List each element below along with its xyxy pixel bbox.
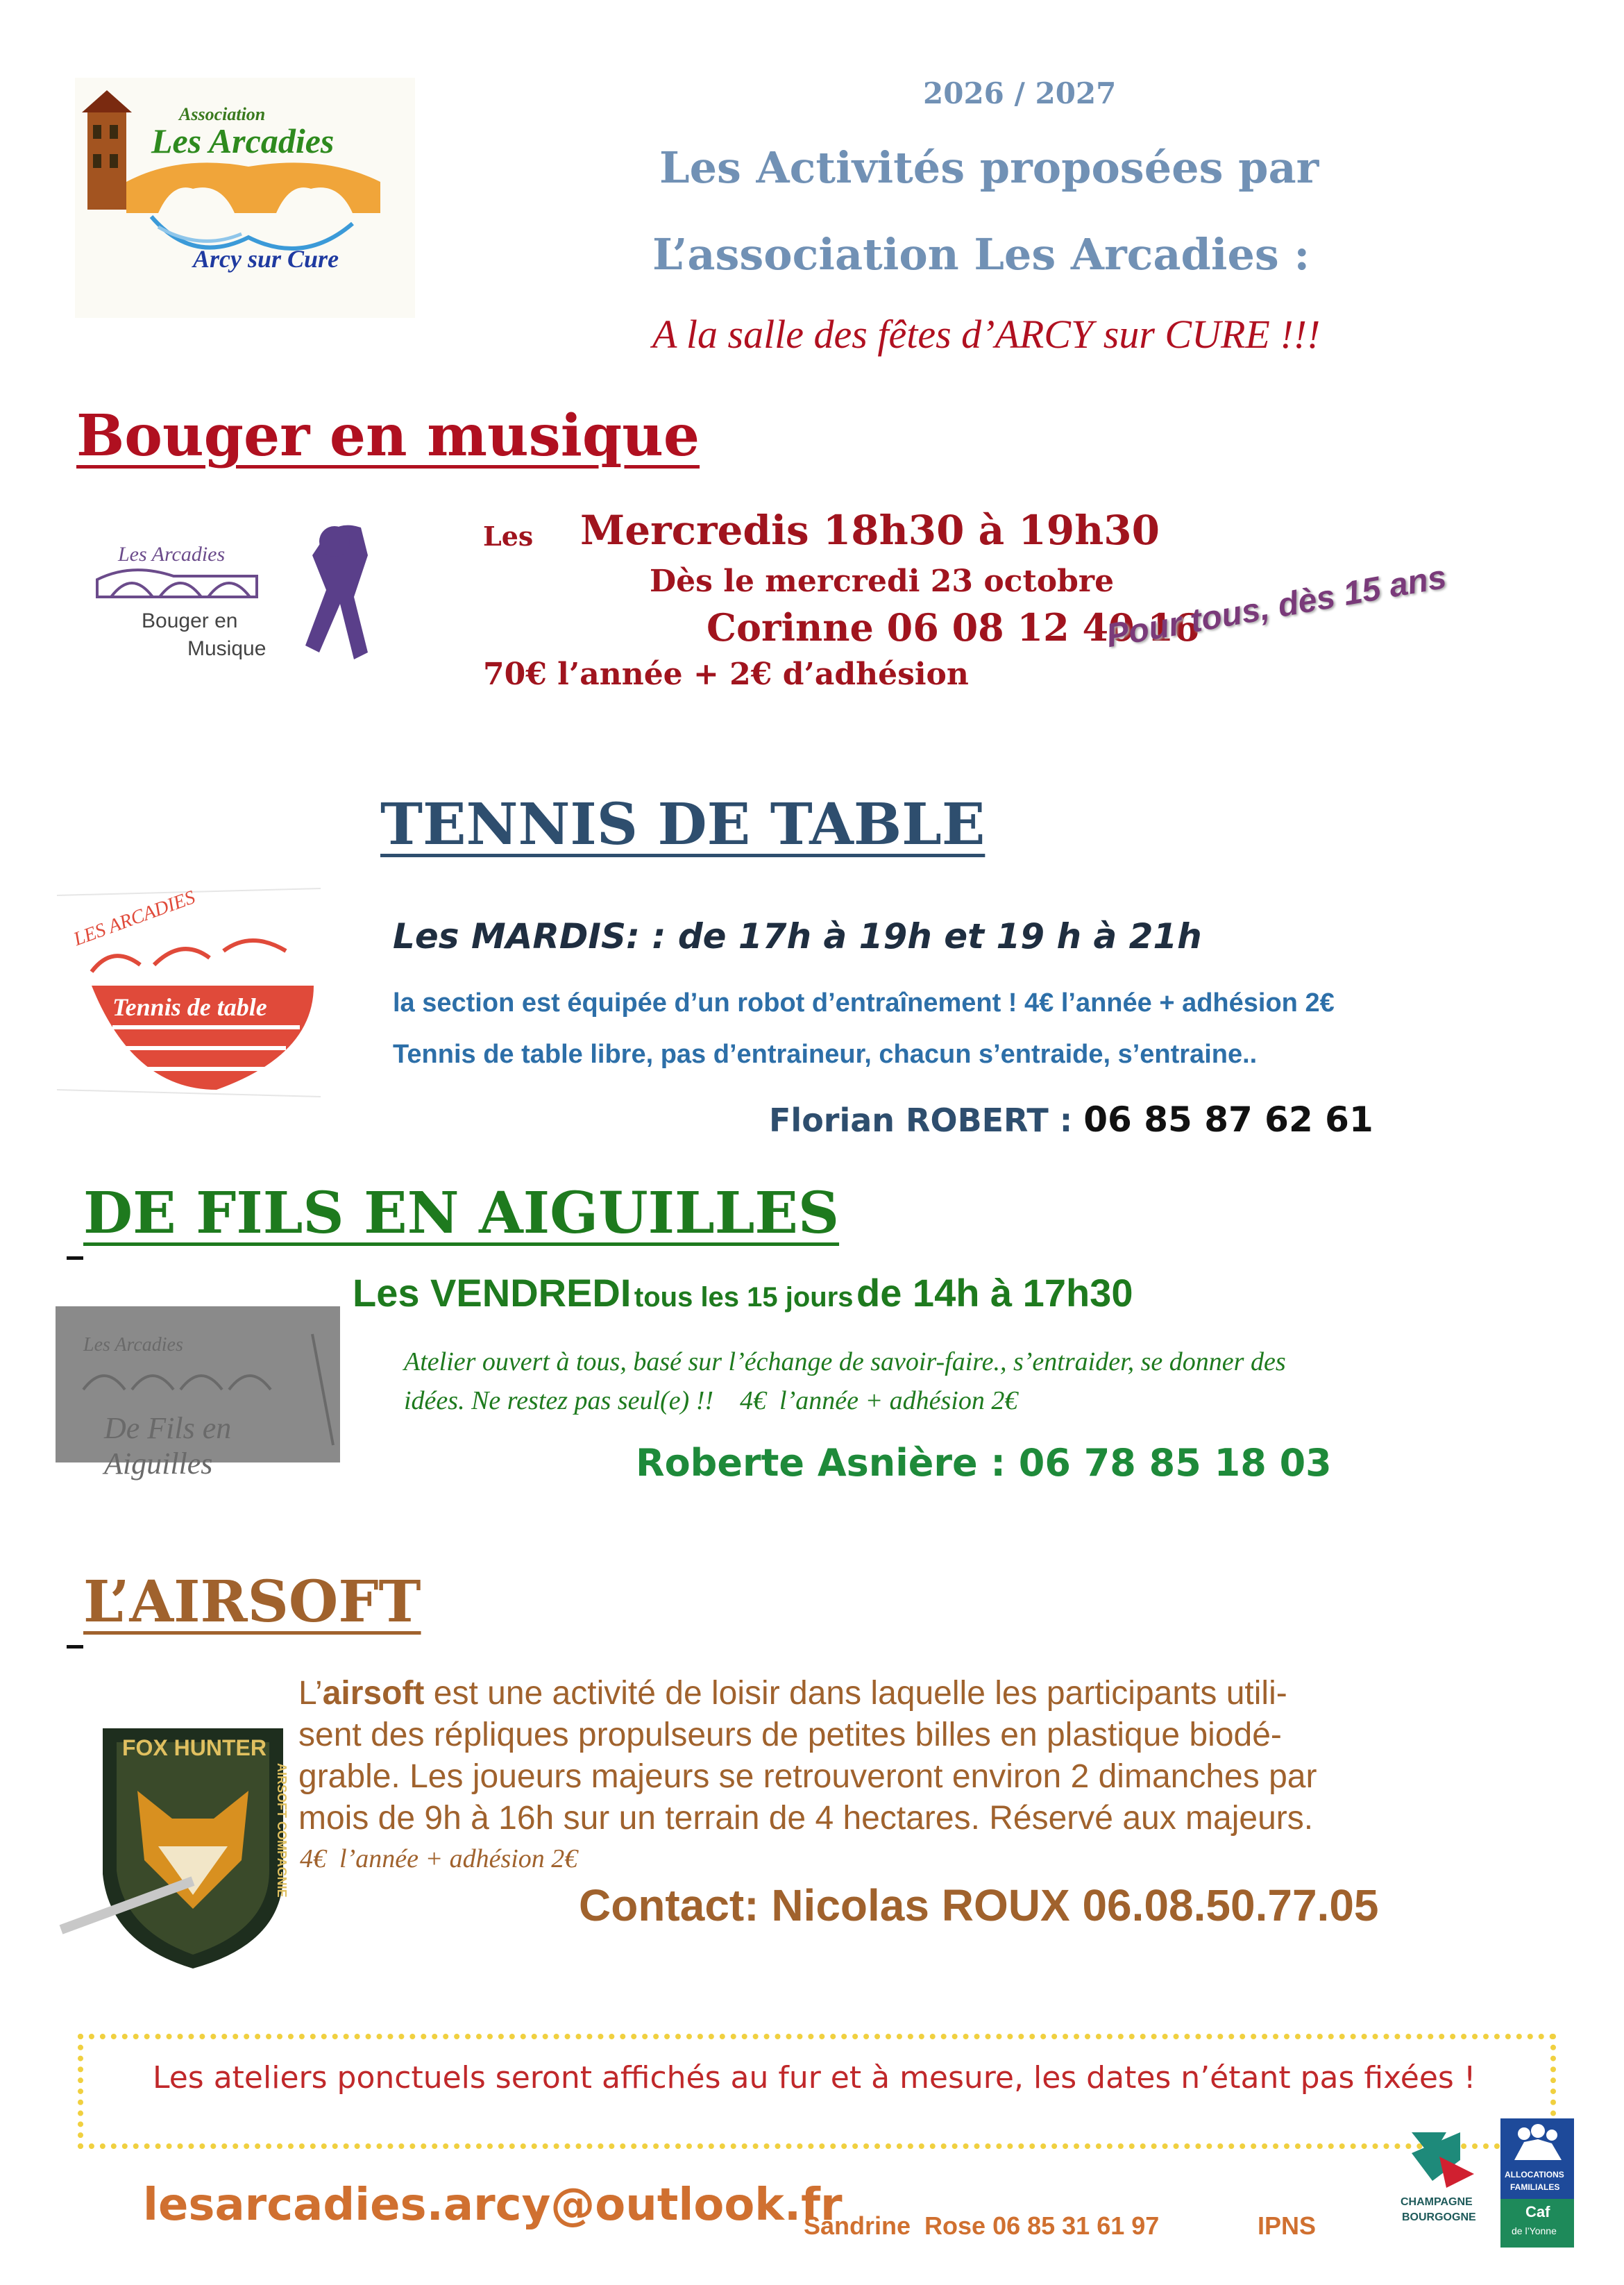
- tennis-logo-bottom: Tennis de table: [112, 993, 267, 1021]
- tennis-contact-phone: 06 85 87 62 61: [1083, 1099, 1373, 1140]
- page-subtitle: A la salle des fêtes d’ARCY sur CURE !!!: [652, 312, 1321, 357]
- page-title-line1: Les Activités proposées par: [659, 142, 1319, 193]
- fils-schedule-hours: de 14h à 17h30: [856, 1271, 1133, 1315]
- caf-line1: ALLOCATIONS: [1505, 2170, 1564, 2179]
- footer-email[interactable]: lesarcadies.arcy@outlook.fr: [143, 2179, 843, 2231]
- airsoft-desc-prefix: L’: [298, 1675, 323, 1712]
- airsoft-price: 4€ l’année + adhésion 2€: [300, 1844, 578, 1873]
- caf-line4: de l’Yonne: [1512, 2225, 1557, 2236]
- airsoft-desc-line2: sent des répliques propulseurs de petites billes en plastique biodé-: [298, 1717, 1282, 1753]
- footer-contact: Sandrine Rose 06 85 31 61 97: [804, 2211, 1160, 2240]
- section-heading-airsoft: L’AIRSOFT: [83, 1569, 421, 1635]
- footer-ipns: IPNS: [1258, 2211, 1317, 2240]
- section-heading-tennis: TENNIS DE TABLE: [380, 791, 986, 858]
- airsoft-desc-line1: [298, 1673, 1317, 1714]
- fils-heading-bar: [67, 1256, 83, 1260]
- musique-logo: [90, 514, 396, 680]
- credit-agricole-logo: [1398, 2118, 1487, 2241]
- caf-logo: [1500, 2118, 1574, 2248]
- musique-logo-name: Les Arcadies: [118, 543, 226, 566]
- airsoft-logo: [54, 1721, 290, 1975]
- tennis-free: Tennis de table libre, pas d’entraineur, chacun s’entraide, s’entraine..: [393, 1040, 1258, 1069]
- fils-desc-line2: idées. Ne restez pas seul(e) !! 4€ l’année + adhésion 2€: [404, 1386, 1018, 1415]
- logo-place-text: Arcy sur Cure: [193, 245, 339, 273]
- page-title-line2: L’association Les Arcadies :: [652, 229, 1310, 280]
- logo-association-text: Association: [179, 104, 266, 124]
- ca-line2: BOURGOGNE: [1402, 2211, 1476, 2223]
- tennis-robot: la section est équipée d’un robot d’entraînement ! 4€ l’année + adhésion 2€: [393, 988, 1335, 1018]
- notice-text: Les ateliers ponctuels seront affichés au fur et à mesure, les dates n’étant pas fixées !: [153, 2060, 1476, 2096]
- caf-line3: Caf: [1525, 2203, 1550, 2220]
- fils-contact: Roberte Asnière : 06 78 85 18 03: [636, 1441, 1332, 1485]
- musique-price: 70€ l’année + 2€ d’adhésion: [483, 657, 969, 692]
- airsoft-logo-top: FOX HUNTER: [122, 1735, 267, 1760]
- tennis-logo: [50, 882, 328, 1104]
- tennis-schedule: Les MARDIS: : de 17h à 19h et 19 h à 21h: [393, 916, 1202, 956]
- fils-logo-bottom: De Fils en Aiguilles: [104, 1411, 232, 1481]
- notice-box: [78, 2034, 1556, 2149]
- caf-line2: FAMILIALES: [1510, 2182, 1560, 2192]
- tennis-contact-name: Florian ROBERT :: [769, 1102, 1084, 1139]
- fils-logo-top: Les Arcadies: [83, 1334, 183, 1356]
- tennis-contact: [769, 1099, 1373, 1140]
- fils-schedule: [353, 1270, 1133, 1315]
- caf-bottom-band: [1500, 2199, 1574, 2248]
- tennis-logo-top: LES ARCADIES: [71, 886, 198, 951]
- fils-desc-line1: Atelier ouvert à tous, basé sur l’échange de savoir-faire., s’entraider, se donner des: [404, 1347, 1286, 1376]
- section-heading-fils: DE FILS EN AIGUILLES: [83, 1180, 840, 1247]
- musique-start: Dès le mercredi 23 octobre: [650, 564, 1115, 599]
- airsoft-desc-line3: grable. Les joueurs majeurs se retrouveront environ 2 dimanches par: [298, 1758, 1317, 1795]
- logo-name-text: Les Arcadies: [151, 121, 335, 160]
- fils-schedule-freq: tous les 15 jours: [634, 1282, 854, 1313]
- section-heading-musique: Bouger en musique: [76, 403, 700, 469]
- musique-logo-line2: Musique: [187, 637, 267, 660]
- airsoft-heading-bar: [67, 1645, 83, 1649]
- season-year: 2026 / 2027: [923, 76, 1117, 110]
- airsoft-description: [298, 1673, 1317, 1839]
- credit-agricole-icon: [1398, 2118, 1487, 2195]
- airsoft-desc-rest: est une activité de loisir dans laquelle les participants utili-: [424, 1675, 1287, 1712]
- airsoft-contact: Contact: Nicolas ROUX 06.08.50.77.05: [579, 1880, 1379, 1930]
- airsoft-desc-line4: mois de 9h à 16h sur un terrain de 4 hectares. Réservé aux majeurs.: [298, 1800, 1314, 1837]
- caf-family-icon: [1500, 2118, 1574, 2167]
- musique-logo-line1: Bouger en: [142, 609, 238, 632]
- ca-line1: CHAMPAGNE: [1401, 2196, 1473, 2208]
- musique-les: Les: [483, 521, 534, 552]
- association-logo: [75, 78, 415, 318]
- musique-days: Mercredis 18h30 à 19h30: [580, 507, 1160, 554]
- fils-schedule-days: Les VENDREDI: [353, 1271, 632, 1315]
- airsoft-desc-bold: airsoft: [322, 1675, 425, 1712]
- airsoft-logo-side: AIRSOFT COMPAGNIE: [275, 1763, 289, 1898]
- musique-audience: Pour tous, dès 15 ans: [1103, 558, 1449, 655]
- musique-contact: Corinne 06 08 12 40 16: [707, 605, 1200, 650]
- fils-logo: [56, 1306, 340, 1481]
